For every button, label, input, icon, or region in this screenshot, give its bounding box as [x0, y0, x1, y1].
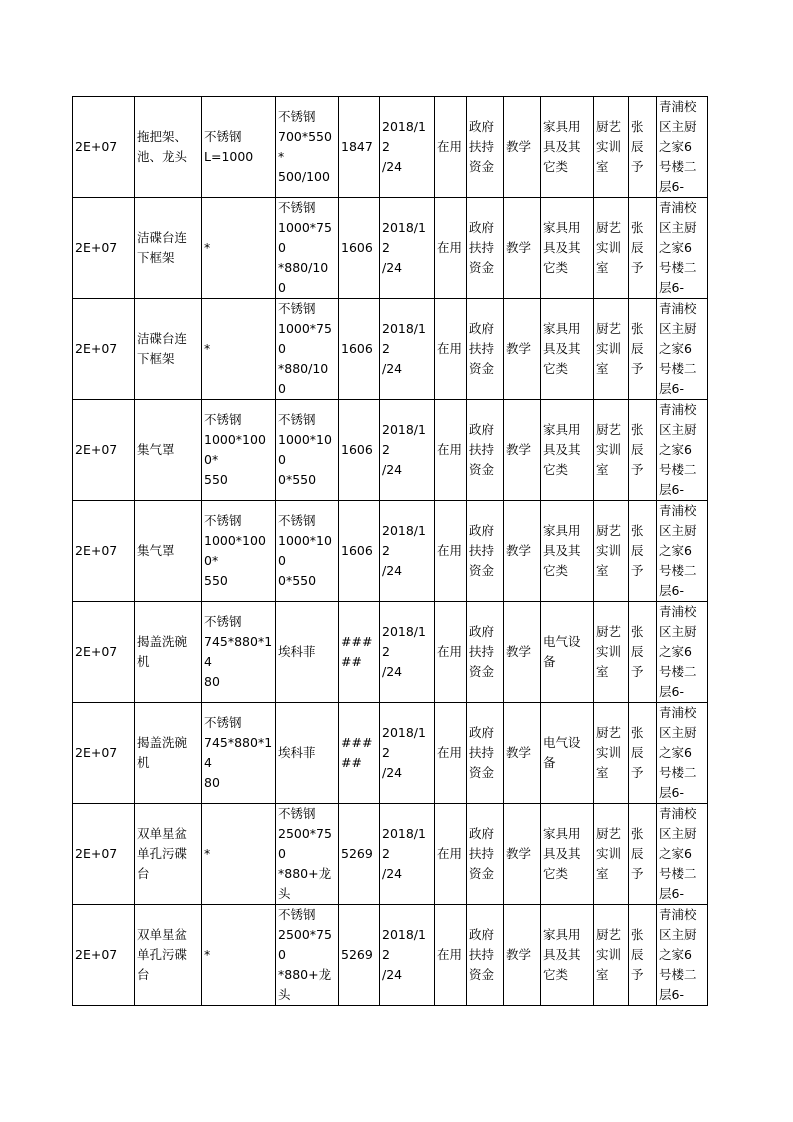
table-row — [73, 400, 708, 501]
usage-cell: 教学 — [504, 97, 541, 198]
usage-cell: 教学 — [504, 198, 541, 299]
location-cell: 青浦校 区主厨 之家6 号楼二 层6- — [657, 97, 708, 198]
location-cell: 青浦校 区主厨 之家6 号楼二 层6- — [657, 804, 708, 905]
department-cell: 厨艺 实训 室 — [594, 602, 629, 703]
location-cell: 青浦校 区主厨 之家6 号楼二 层6- — [657, 400, 708, 501]
usage-cell: 教学 — [504, 905, 541, 1006]
department-cell: 厨艺 实训 室 — [594, 299, 629, 400]
amount-cell: 5269 — [339, 804, 380, 905]
category-cell: 家具用 具及其 它类 — [541, 905, 594, 1006]
fund-source-cell: 政府 扶持 资金 — [467, 198, 504, 299]
fund-source-cell: 政府 扶持 资金 — [467, 804, 504, 905]
table-row — [73, 501, 708, 602]
category-cell: 电气设 备 — [541, 703, 594, 804]
date-cell: 2018/12 /24 — [380, 602, 435, 703]
asset-code-cell: 2E+07 — [73, 198, 135, 299]
asset-name-cell: 集气罩 — [135, 501, 202, 602]
asset-code-cell: 2E+07 — [73, 400, 135, 501]
asset-name-cell: 洁碟台连 下框架 — [135, 198, 202, 299]
asset-name-cell: 双单星盆 单孔污碟 台 — [135, 905, 202, 1006]
status-cell: 在用 — [435, 299, 467, 400]
fund-source-cell: 政府 扶持 资金 — [467, 501, 504, 602]
amount-cell: 1606 — [339, 400, 380, 501]
amount-cell: 1606 — [339, 501, 380, 602]
keeper-cell: 张 辰 予 — [629, 804, 657, 905]
keeper-cell: 张 辰 予 — [629, 501, 657, 602]
department-cell: 厨艺 实训 室 — [594, 400, 629, 501]
spec-cell: 不锈钢 1000*750 *880/100 — [276, 299, 339, 400]
date-cell: 2018/12 /24 — [380, 299, 435, 400]
keeper-cell: 张 辰 予 — [629, 602, 657, 703]
date-cell: 2018/12 /24 — [380, 400, 435, 501]
material-cell: 不锈钢 1000*1000* 550 — [202, 400, 276, 501]
date-cell: 2018/12 /24 — [380, 97, 435, 198]
status-cell: 在用 — [435, 97, 467, 198]
material-cell: 不锈钢 745*880*14 80 — [202, 703, 276, 804]
keeper-cell: 张 辰 予 — [629, 703, 657, 804]
location-cell: 青浦校 区主厨 之家6 号楼二 层6- — [657, 602, 708, 703]
table-row — [73, 703, 708, 804]
location-cell: 青浦校 区主厨 之家6 号楼二 层6- — [657, 198, 708, 299]
table-row — [73, 299, 708, 400]
location-cell: 青浦校 区主厨 之家6 号楼二 层6- — [657, 905, 708, 1006]
usage-cell: 教学 — [504, 299, 541, 400]
asset-table — [72, 96, 708, 1006]
department-cell: 厨艺 实训 室 — [594, 97, 629, 198]
amount-cell: ##### — [339, 703, 380, 804]
asset-name-cell: 集气罩 — [135, 400, 202, 501]
material-cell: 不锈钢 1000*1000* 550 — [202, 501, 276, 602]
spec-cell: 不锈钢 2500*750 *880+龙 头 — [276, 905, 339, 1006]
category-cell: 家具用 具及其 它类 — [541, 501, 594, 602]
keeper-cell: 张 辰 予 — [629, 97, 657, 198]
fund-source-cell: 政府 扶持 资金 — [467, 299, 504, 400]
table-row — [73, 905, 708, 1006]
usage-cell: 教学 — [504, 804, 541, 905]
keeper-cell: 张 辰 予 — [629, 400, 657, 501]
spec-cell: 不锈钢 1000*750 *880/100 — [276, 198, 339, 299]
material-cell: * — [202, 804, 276, 905]
amount-cell: 1606 — [339, 198, 380, 299]
category-cell: 家具用 具及其 它类 — [541, 804, 594, 905]
category-cell: 家具用 具及其 它类 — [541, 198, 594, 299]
table-row — [73, 602, 708, 703]
status-cell: 在用 — [435, 198, 467, 299]
location-cell: 青浦校 区主厨 之家6 号楼二 层6- — [657, 501, 708, 602]
status-cell: 在用 — [435, 905, 467, 1006]
date-cell: 2018/12 /24 — [380, 703, 435, 804]
category-cell: 家具用 具及其 它类 — [541, 299, 594, 400]
table-body — [73, 97, 708, 1006]
asset-name-cell: 拖把架、 池、龙头 — [135, 97, 202, 198]
usage-cell: 教学 — [504, 602, 541, 703]
asset-code-cell: 2E+07 — [73, 602, 135, 703]
department-cell: 厨艺 实训 室 — [594, 198, 629, 299]
asset-name-cell: 双单星盆 单孔污碟 台 — [135, 804, 202, 905]
keeper-cell: 张 辰 予 — [629, 905, 657, 1006]
date-cell: 2018/12 /24 — [380, 905, 435, 1006]
keeper-cell: 张 辰 予 — [629, 198, 657, 299]
status-cell: 在用 — [435, 501, 467, 602]
asset-name-cell: 揭盖洗碗 机 — [135, 703, 202, 804]
fund-source-cell: 政府 扶持 资金 — [467, 400, 504, 501]
category-cell: 家具用 具及其 它类 — [541, 400, 594, 501]
department-cell: 厨艺 实训 室 — [594, 501, 629, 602]
asset-code-cell: 2E+07 — [73, 703, 135, 804]
amount-cell: 1606 — [339, 299, 380, 400]
asset-code-cell: 2E+07 — [73, 501, 135, 602]
fund-source-cell: 政府 扶持 资金 — [467, 905, 504, 1006]
material-cell: * — [202, 905, 276, 1006]
status-cell: 在用 — [435, 703, 467, 804]
category-cell: 家具用 具及其 它类 — [541, 97, 594, 198]
fund-source-cell: 政府 扶持 资金 — [467, 602, 504, 703]
department-cell: 厨艺 实训 室 — [594, 905, 629, 1006]
asset-name-cell: 洁碟台连 下框架 — [135, 299, 202, 400]
spec-cell: 不锈钢 1000*100 0*550 — [276, 400, 339, 501]
material-cell: * — [202, 198, 276, 299]
keeper-cell: 张 辰 予 — [629, 299, 657, 400]
asset-code-cell: 2E+07 — [73, 97, 135, 198]
amount-cell: 1847 — [339, 97, 380, 198]
date-cell: 2018/12 /24 — [380, 198, 435, 299]
usage-cell: 教学 — [504, 703, 541, 804]
table-row — [73, 804, 708, 905]
asset-name-cell: 揭盖洗碗 机 — [135, 602, 202, 703]
location-cell: 青浦校 区主厨 之家6 号楼二 层6- — [657, 703, 708, 804]
status-cell: 在用 — [435, 400, 467, 501]
location-cell: 青浦校 区主厨 之家6 号楼二 层6- — [657, 299, 708, 400]
spec-cell: 不锈钢 1000*100 0*550 — [276, 501, 339, 602]
fund-source-cell: 政府 扶持 资金 — [467, 703, 504, 804]
asset-code-cell: 2E+07 — [73, 299, 135, 400]
table-row — [73, 198, 708, 299]
usage-cell: 教学 — [504, 501, 541, 602]
material-cell: * — [202, 299, 276, 400]
amount-cell: 5269 — [339, 905, 380, 1006]
spec-cell: 埃科菲 — [276, 602, 339, 703]
spec-cell: 埃科菲 — [276, 703, 339, 804]
table-row — [73, 97, 708, 198]
asset-code-cell: 2E+07 — [73, 905, 135, 1006]
material-cell: 不锈钢 L=1000 — [202, 97, 276, 198]
status-cell: 在用 — [435, 804, 467, 905]
spec-cell: 不锈钢 700*550* 500/100 — [276, 97, 339, 198]
category-cell: 电气设 备 — [541, 602, 594, 703]
material-cell: 不锈钢 745*880*14 80 — [202, 602, 276, 703]
department-cell: 厨艺 实训 室 — [594, 703, 629, 804]
asset-code-cell: 2E+07 — [73, 804, 135, 905]
date-cell: 2018/12 /24 — [380, 804, 435, 905]
status-cell: 在用 — [435, 602, 467, 703]
spec-cell: 不锈钢 2500*750 *880+龙 头 — [276, 804, 339, 905]
usage-cell: 教学 — [504, 400, 541, 501]
date-cell: 2018/12 /24 — [380, 501, 435, 602]
amount-cell: ##### — [339, 602, 380, 703]
fund-source-cell: 政府 扶持 资金 — [467, 97, 504, 198]
department-cell: 厨艺 实训 室 — [594, 804, 629, 905]
